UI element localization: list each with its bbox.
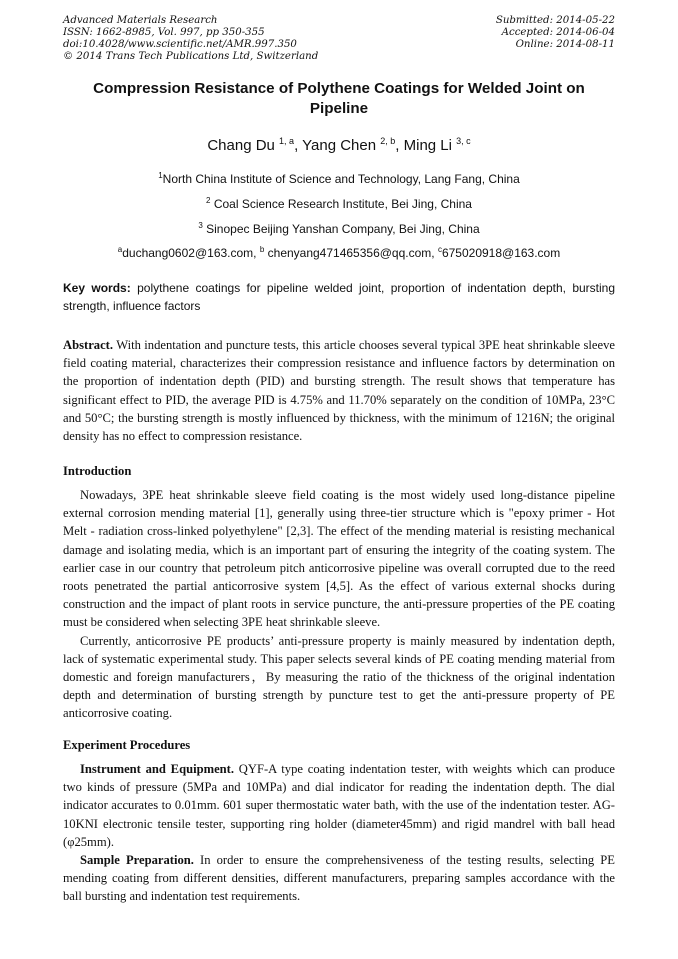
affiliation-text: North China Institute of Science and Technology, Lang Fang, China [162,172,520,186]
author-superscript: 1, a [279,136,295,146]
accepted-date: Accepted: 2014-06-04 [501,27,615,38]
paragraph-text: In order to ensure the comprehensiveness of the testing results, selecting PE mending coating from different densities, different manufacturers, preparing samples accordance with the ball bursting and indentation test requirements. [63,853,615,904]
affiliation-superscript: 2 [206,196,211,205]
keywords-block [63,279,615,315]
author-list: Chang Du $^{1, a}$, Yang Chen $^{2, b}$, Ming Li $^{3, c}$ [207,136,471,154]
experiment-heading: Experiment Procedures [63,738,191,752]
affiliation [63,193,615,212]
journal-name: Advanced Materials Research [63,15,218,26]
journal-issn: ISSN: 1662-8985, Vol. 997, pp 350-355 [63,27,265,38]
email-superscript: a [117,245,123,254]
submitted-date: Submitted: 2014-05-22 [495,15,615,26]
email-link[interactable]: 675020918@163.com [441,246,561,260]
experiment-paragraph [63,760,615,851]
paper-title: Compression Resistance of Polythene Coatings for Welded Joint on Pipeline [93,80,585,117]
submission-dates [415,15,615,51]
journal-doi: doi:10.4028/www.scientific.net/AMR.997.350 [63,39,297,50]
introduction-body [63,486,615,723]
email-list: $^a$duchang0602@163.com, $^b$ chenyang471465356@qq.com, $^c$675020918@163.com [117,245,561,260]
affiliation-superscript: 1 [158,171,163,180]
journal-copyright: © 2014 Trans Tech Publications Ltd, Switzerland [63,51,319,62]
introduction-heading: Introduction [63,464,132,478]
abstract-text: With indentation and puncture tests, this article chooses several typical 3PE heat shrinkable sleeve field coating material, characterizes their compression resistance and influence factors by determination on the proportion of indentation depth (PID) and bursting strength. The result shows that temperature has significant effect to PID, the average PID is 4.75% and 11.70% separately on the condition of 10MPa, 23°C and 50°C; the bursting strength is mostly influenced by thickness, with the minimum of 1216N; the original density has no effect to compression resistance. [63,338,615,444]
introduction-paragraph: Currently, anticorrosive PE products’ anti-pressure property is mainly measured by indentation depth, lack of systematic experimental study. This paper selects several kinds of PE coating mending material from domestic and foreign manufacturers，By measuring the ratio of the thickness of the original indentation depth and determination of bursting strength by puncture test to get the anti-pressure property of PE anticorrosive coating. [63,633,615,721]
experiment-body [63,760,615,906]
paragraph-run-head: Sample Preparation. [80,853,194,868]
journal-info [63,15,393,63]
keywords-label: Key words: [63,281,131,295]
author-superscript: 3, c [456,136,471,146]
author-name: Ming Li [403,137,452,154]
email-link[interactable]: duchang0602@163.com [122,246,254,260]
affiliation-text: Sinopec Beijing Yanshan Company, Bei Jing, China [206,222,480,236]
online-date: Online: 2014-08-11 [515,39,615,50]
affiliation [63,168,615,187]
author-superscript: 2, b [380,136,396,146]
author-name: Yang Chen [302,137,377,154]
experiment-paragraph [63,851,615,906]
affiliation-superscript: 3 [198,221,203,230]
email-superscript: b [259,245,265,254]
paragraph-run-head: Instrument and Equipment. [80,762,235,776]
introduction-paragraph: Nowadays, 3PE heat shrinkable sleeve field coating is the most widely used long-distance pipeline external corrosion mending material [1], generally using three-tier structure which is "epoxy primer - Hot Melt - radiation cross-linked polyethylene" [2,3]. The effect of the mending material is resisting mechanical damage and isolating media, which is an important part of ensuring the integrity of the coating system. The earlier case in our country that petroleum pitch anticorrosive pipeline was overall corrupted due to the reed roots penetrated the partial anticorrosive system [4,5]. As the effect of various external shocks during construction and the impact of plant roots in service puncture, the anti-pressure properties of the PE coating must be considered when selecting 3PE heat shrinkable sleeve. [63,488,615,630]
author-name: Chang Du [207,137,275,154]
paragraph-text: QYF-A type coating indentation tester, with weights which can produce two kinds of pressure (5MPa and 10MPa) and dial indicator for reading the indentation depth. The dial indicator accurates to 0.01mm. 601 super thermostatic water bath, with the use of the indentation tester. AG-10KNI electronic tensile tester, supporting ring holder (diameter45mm) and rigid mandrel with ball head (φ25mm). [63,762,615,849]
affiliation-text: Coal Science Research Institute, Bei Jing, China [213,197,472,211]
email-link[interactable]: chenyang471465356@qq.com [267,246,432,260]
email-superscript: c [437,245,442,254]
abstract-label: Abstract. [63,338,114,352]
affiliation [63,218,615,237]
keywords-text: polythene coatings for pipeline welded joint, proportion of indentation depth, bursting strength, influence factors [63,281,616,313]
abstract-block [63,336,615,445]
